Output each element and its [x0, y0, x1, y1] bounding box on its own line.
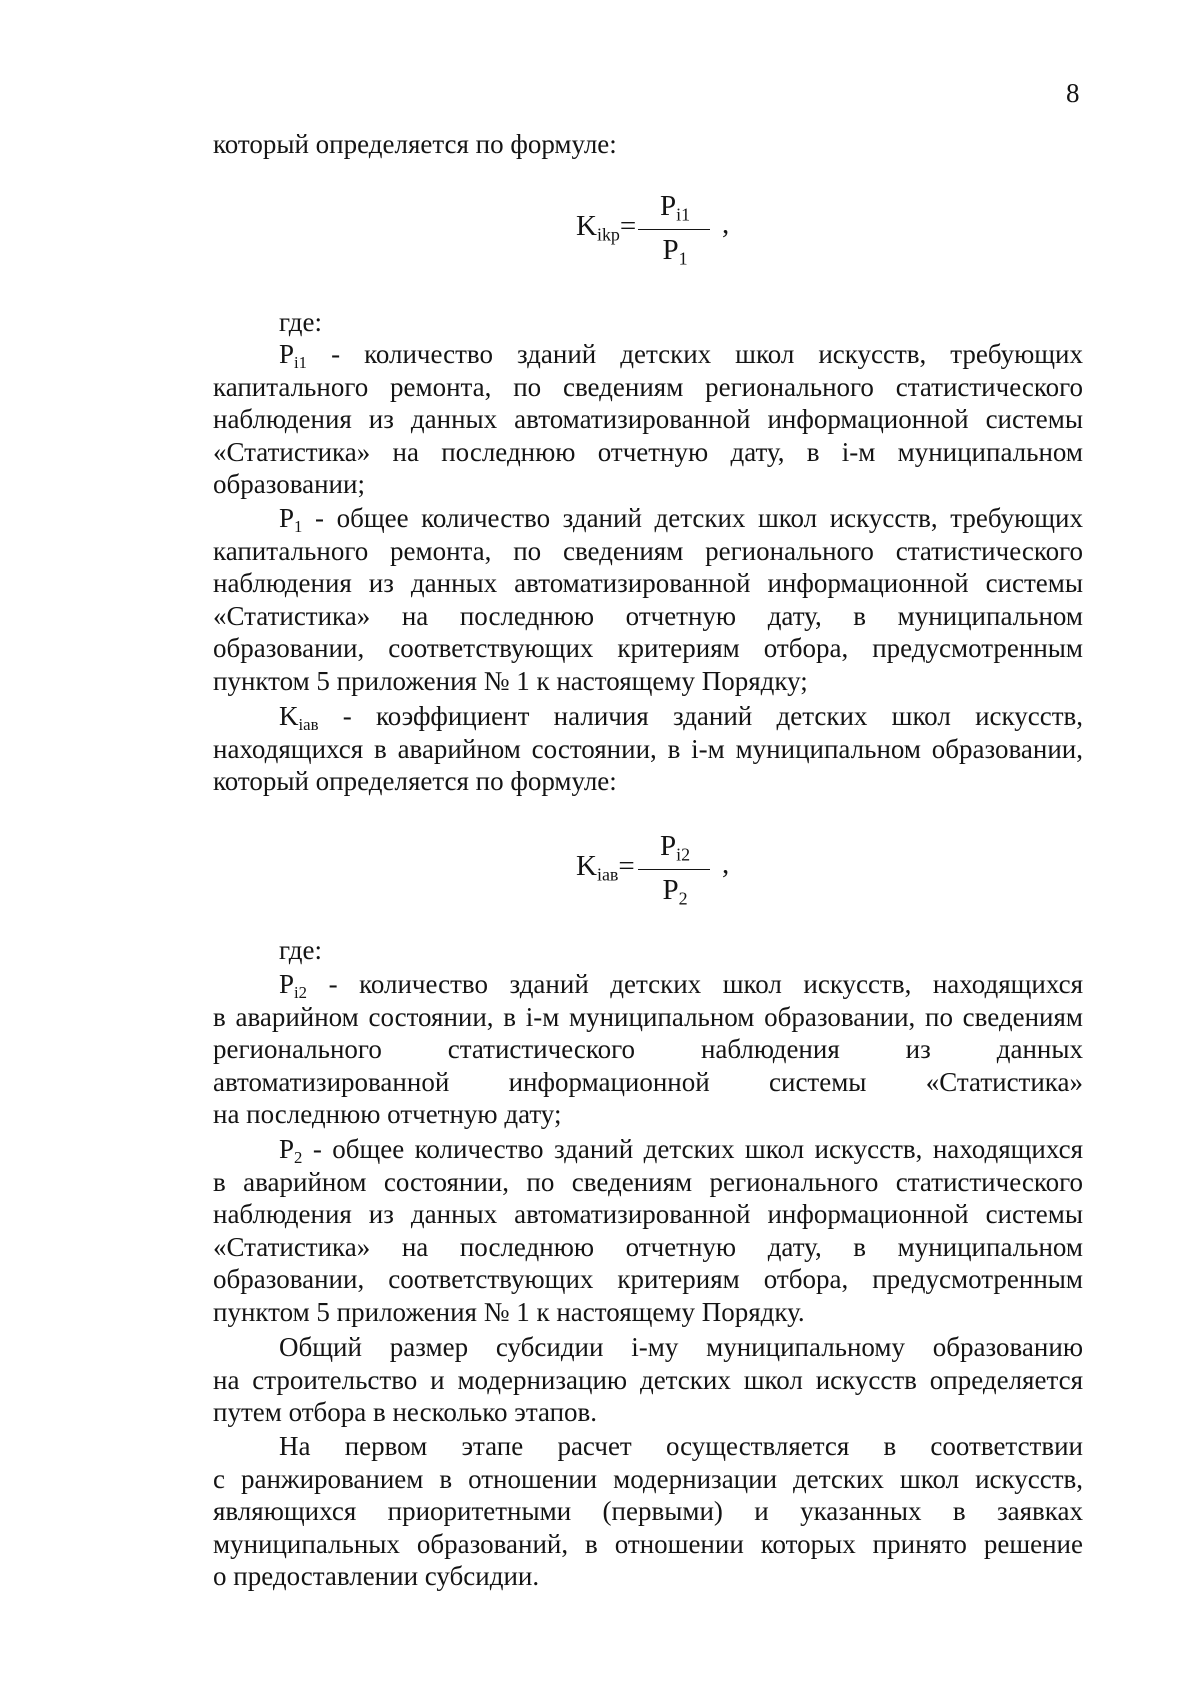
text-line [213, 700, 1083, 733]
symbol-subscript: iaв [596, 864, 619, 885]
text-line: где: [279, 307, 322, 337]
text-line: «Статистика» на последнюю отчетную дату, в i-м муниципальном [213, 436, 1083, 467]
symbol-p: P [279, 503, 295, 533]
symbol-p: P [662, 874, 679, 906]
text-line: наблюдения из данных автоматизированной информационной системы [213, 404, 1083, 434]
text-line: муниципальных образований, в отношении которых принято решение [213, 1528, 1083, 1559]
equals-sign: = [618, 850, 635, 882]
text-line: «Статистика» на последнюю отчетную дату, в муниципальном [213, 600, 1083, 631]
symbol-p: P [662, 234, 679, 266]
text-line: образовании, соответствующих критериям отбора, предусмотренным [213, 1264, 1083, 1294]
symbol-k: K [576, 850, 597, 882]
definition-p1 [213, 502, 1083, 697]
intro-line [213, 128, 1083, 161]
text-line: Общий размер субсидии i-му муниципальному образованию [279, 1332, 1083, 1362]
where-label-2 [213, 934, 1083, 967]
text-line [213, 968, 1083, 1001]
text-line: образовании; [213, 469, 365, 499]
text-line: капитального ремонта, по сведениям регионального статистического [213, 535, 1083, 566]
definition-pi2 [213, 968, 1083, 1131]
formula-kiav [576, 830, 730, 916]
formula-lhs [576, 850, 635, 883]
text-line: образовании, соответствующих критериям отбора, предусмотренным [213, 633, 1083, 663]
text-line: который определяется по формуле: [213, 766, 617, 796]
symbol-subscript: 2 [678, 888, 688, 909]
text-line: на строительство и модернизацию детских школ искусств определяется [213, 1364, 1083, 1395]
symbol-subscript: i2 [294, 983, 308, 1003]
text-line: о предоставлении субсидии. [213, 1561, 540, 1591]
text-line: являющихся приоритетными (первыми) и указанных в заявках [213, 1496, 1083, 1526]
definition-kiav [213, 700, 1083, 798]
text-line: с ранжированием в отношении модернизации детских школ искусств, [213, 1463, 1083, 1494]
symbol-subscript: 2 [294, 1148, 303, 1168]
symbol-subscript: i2 [676, 844, 691, 865]
text-line: находящихся в аварийном состоянии, в i-м муниципальном образовании, [213, 733, 1083, 764]
symbol-p: P [279, 339, 295, 369]
text-line: пунктом 5 приложения № 1 к настоящему Порядку. [213, 1296, 805, 1327]
definition-p2 [213, 1133, 1083, 1328]
symbol-p: P [659, 830, 677, 862]
formula-denominator [640, 234, 710, 267]
text-line: На первом этапе расчет осуществляется в соответствии [279, 1431, 1083, 1461]
text-line: регионального статистического наблюдения из данных [213, 1034, 1083, 1064]
text-line: который определяется по формуле: [213, 129, 617, 159]
line-text: - общее количество зданий детских школ искусств, требующих [302, 503, 1083, 533]
text-line: наблюдения из данных автоматизированной информационной системы [213, 568, 1083, 598]
equals-sign: = [619, 210, 637, 242]
symbol-subscript: i1 [676, 204, 691, 225]
text-line: путем отбора в несколько этапов. [213, 1397, 598, 1427]
symbol-k: K [279, 701, 299, 731]
symbol-subscript: 1 [294, 517, 303, 537]
definition-pi1 [213, 338, 1083, 501]
symbol-k: K [576, 210, 597, 242]
text-line: пунктом 5 приложения № 1 к настоящему Порядку; [213, 665, 808, 696]
text-line [213, 338, 1083, 371]
text-line: наблюдения из данных автоматизированной информационной системы [213, 1199, 1083, 1229]
where-label-1 [213, 306, 1083, 339]
symbol-subscript: iaв [298, 715, 319, 735]
symbol-subscript: 1 [678, 248, 688, 269]
formula-denominator [640, 874, 710, 907]
fraction-bar [638, 869, 710, 870]
formula-numerator [640, 830, 710, 863]
text-line: в аварийном состоянии, в i-м муниципальном образовании, по сведениям [213, 1001, 1083, 1032]
text-line: в аварийном состоянии, по сведениям регионального статистического [213, 1166, 1083, 1197]
text-line: «Статистика» на последнюю отчетную дату, в муниципальном [213, 1231, 1083, 1262]
symbol-subscript: i1 [294, 353, 308, 373]
line-text: - коэффициент наличия зданий детских школ искусств, [318, 701, 1083, 731]
text-line: на последнюю отчетную дату; [213, 1099, 562, 1129]
paragraph-first-stage [213, 1430, 1083, 1593]
symbol-p: P [279, 969, 295, 999]
symbol-p: P [659, 190, 677, 222]
text-line [213, 1133, 1083, 1166]
formula-kikp [576, 190, 730, 276]
symbol-subscript: ikp [596, 224, 620, 245]
symbol-p: P [279, 1134, 295, 1164]
formula-lhs [576, 210, 636, 243]
paragraph-total-subsidy [213, 1331, 1083, 1429]
fraction-bar [638, 229, 710, 230]
text-line: автоматизированной информационной системы «Статистика» [213, 1066, 1083, 1097]
text-line: капитального ремонта, по сведениям регионального статистического [213, 371, 1083, 402]
text-line: где: [279, 935, 322, 965]
line-text: - количество зданий детских школ искусств, находящихся [307, 969, 1083, 999]
line-text: - общее количество зданий детских школ искусств, находящихся [302, 1134, 1083, 1164]
text-line [213, 502, 1083, 535]
formula-comma: , [722, 208, 730, 240]
line-text: - количество зданий детских школ искусств, требующих [307, 339, 1083, 369]
page-number: 8 [1066, 78, 1080, 108]
formula-comma: , [722, 848, 730, 880]
formula-numerator [640, 190, 710, 223]
